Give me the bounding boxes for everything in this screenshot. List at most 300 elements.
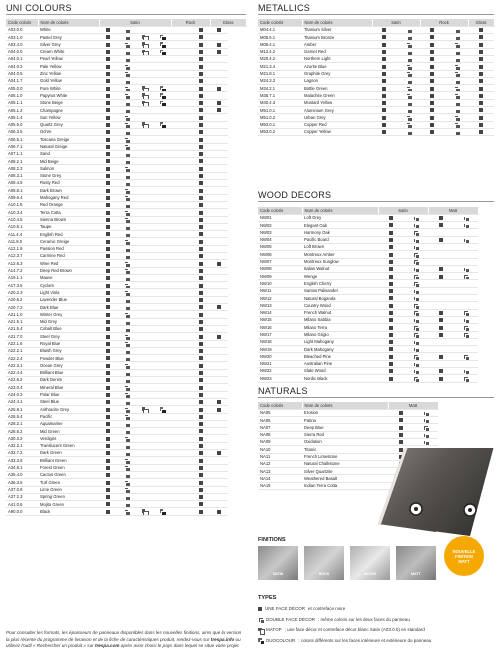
availability-cell bbox=[396, 92, 420, 99]
colour-name: Wine Red bbox=[38, 260, 99, 267]
colour-name: Red Orange bbox=[38, 201, 99, 208]
double-face-icon bbox=[406, 86, 411, 91]
availability-cell bbox=[192, 289, 210, 296]
colour-code: A12.3.7 bbox=[6, 253, 38, 260]
single-face-icon bbox=[389, 267, 393, 271]
availability-cell bbox=[153, 325, 171, 332]
single-face-icon bbox=[199, 247, 203, 251]
colour-name: Light Viola bbox=[38, 289, 99, 296]
table-row bbox=[258, 287, 478, 294]
availability-cell bbox=[171, 282, 192, 289]
availability-cell bbox=[153, 296, 171, 303]
single-face-icon bbox=[199, 43, 203, 47]
single-face-icon bbox=[479, 79, 483, 83]
double-face-icon bbox=[463, 274, 468, 279]
availability-cell bbox=[171, 180, 192, 187]
duocolour-icon bbox=[160, 509, 165, 514]
availability-cell bbox=[135, 209, 153, 216]
table-row bbox=[6, 493, 246, 500]
availability-cell bbox=[210, 362, 228, 369]
availability-cell bbox=[171, 486, 192, 493]
availability-cell bbox=[192, 420, 210, 427]
availability-cell bbox=[153, 479, 171, 486]
double-face-icon bbox=[124, 305, 129, 310]
single-face-icon bbox=[439, 326, 443, 330]
availability-cell bbox=[153, 165, 171, 172]
double-face-icon bbox=[454, 28, 459, 33]
table-row bbox=[6, 274, 246, 281]
availability-cell bbox=[117, 121, 135, 128]
availability-cell bbox=[153, 150, 171, 157]
colour-name: Aluminium Grey bbox=[302, 107, 372, 114]
header-name: Nom de coloris bbox=[302, 19, 372, 26]
table-row bbox=[6, 165, 246, 172]
colour-name: French Limestone bbox=[302, 453, 388, 460]
single-face-icon bbox=[199, 189, 203, 193]
availability-cell bbox=[153, 501, 171, 508]
availability-cell bbox=[210, 34, 228, 41]
double-face-icon bbox=[124, 451, 129, 456]
availability-cell bbox=[99, 121, 117, 128]
colour-name: Titanium Silver bbox=[302, 26, 372, 33]
availability-cell bbox=[372, 41, 396, 48]
availability-cell bbox=[153, 471, 171, 478]
availability-cell bbox=[153, 41, 171, 48]
availability-cell bbox=[117, 325, 135, 332]
availability-cell bbox=[192, 165, 210, 172]
table-row bbox=[6, 369, 246, 376]
single-face-icon bbox=[106, 502, 110, 506]
table-row bbox=[258, 70, 494, 77]
colour-code: NA13 bbox=[258, 468, 302, 475]
availability-cell bbox=[396, 34, 420, 41]
table-row bbox=[6, 143, 246, 150]
double-face-icon bbox=[124, 465, 129, 470]
colour-name: Lime Green bbox=[38, 486, 99, 493]
colour-code: NA14 bbox=[258, 475, 302, 482]
colour-name: Northern Light bbox=[302, 55, 372, 62]
single-face-icon bbox=[199, 284, 203, 288]
availability-cell bbox=[468, 107, 494, 114]
availability-cell bbox=[99, 128, 117, 135]
availability-cell bbox=[153, 107, 171, 114]
single-face-icon bbox=[389, 245, 393, 249]
double-face-icon bbox=[423, 440, 428, 445]
colour-name: Copper Red bbox=[302, 121, 372, 128]
colour-code: A04.1.7 bbox=[6, 77, 38, 84]
availability-cell bbox=[396, 41, 420, 48]
colour-name: Wenge bbox=[302, 273, 378, 280]
table-row bbox=[6, 41, 246, 48]
availability-cell bbox=[135, 479, 153, 486]
availability-cell bbox=[210, 325, 228, 332]
availability-cell bbox=[117, 471, 135, 478]
availability-cell bbox=[117, 238, 135, 245]
colour-name: Mauve bbox=[38, 274, 99, 281]
single-face-icon bbox=[106, 43, 110, 47]
table-row bbox=[258, 409, 438, 416]
availability-cell bbox=[171, 172, 192, 179]
availability-cell bbox=[192, 107, 210, 114]
single-face-icon bbox=[439, 318, 443, 322]
availability-cell bbox=[210, 428, 228, 435]
table-row bbox=[258, 92, 494, 99]
header-code: Code coloris bbox=[6, 19, 38, 26]
colour-code: A14.7.2 bbox=[6, 267, 38, 274]
double-face-icon bbox=[124, 444, 129, 449]
single-face-icon bbox=[106, 393, 110, 397]
colour-code: NW16 bbox=[258, 324, 302, 331]
colour-name: Taupe bbox=[38, 223, 99, 230]
availability-cell bbox=[117, 209, 135, 216]
single-face-icon bbox=[430, 79, 434, 83]
colour-code: NW14 bbox=[258, 309, 302, 316]
table-row bbox=[258, 273, 478, 280]
availability-cell bbox=[171, 55, 192, 62]
availability-cell bbox=[192, 428, 210, 435]
double-face-icon bbox=[124, 349, 129, 354]
colour-name: Ocean Grey bbox=[38, 362, 99, 369]
single-face-icon bbox=[106, 349, 110, 353]
colour-code: NW04 bbox=[258, 236, 302, 243]
availability-cell bbox=[403, 229, 428, 236]
table-row bbox=[6, 99, 246, 106]
availability-cell bbox=[135, 187, 153, 194]
availability-cell bbox=[171, 406, 192, 413]
colour-code: A05.1.1 bbox=[6, 99, 38, 106]
availability-cell bbox=[192, 340, 210, 347]
double-face-icon bbox=[454, 86, 459, 91]
double-face-icon bbox=[413, 289, 418, 294]
double-face-icon bbox=[124, 261, 129, 266]
single-face-icon bbox=[217, 510, 221, 514]
colour-code: NW07 bbox=[258, 258, 302, 265]
availability-cell bbox=[210, 158, 228, 165]
availability-cell bbox=[153, 289, 171, 296]
availability-cell bbox=[210, 150, 228, 157]
single-face-icon bbox=[430, 87, 434, 91]
single-face-icon bbox=[106, 429, 110, 433]
availability-cell bbox=[99, 260, 117, 267]
availability-cell bbox=[210, 107, 228, 114]
colour-code: M53.0.1 bbox=[258, 121, 302, 128]
availability-cell bbox=[171, 165, 192, 172]
single-face-icon bbox=[389, 260, 393, 264]
double-face-icon bbox=[406, 71, 411, 76]
availability-cell bbox=[171, 442, 192, 449]
single-face-icon bbox=[479, 57, 483, 61]
table-row bbox=[6, 55, 246, 62]
availability-cell bbox=[192, 245, 210, 252]
availability-cell bbox=[153, 180, 171, 187]
availability-cell bbox=[117, 48, 135, 55]
type-key: DOUBLE FACE DÉCOR bbox=[266, 616, 316, 622]
table-row bbox=[258, 26, 494, 33]
colour-code: A16.1.1 bbox=[6, 274, 38, 281]
double-face-icon bbox=[454, 64, 459, 69]
double-face-icon bbox=[423, 433, 428, 438]
double-face-icon bbox=[124, 152, 129, 157]
availability-cell bbox=[453, 375, 478, 382]
colour-name: Aquamarine bbox=[38, 420, 99, 427]
header-satin: Satin bbox=[99, 19, 171, 26]
availability-cell bbox=[378, 346, 403, 353]
availability-cell bbox=[444, 77, 468, 84]
availability-cell bbox=[135, 311, 153, 318]
trespa-info-link[interactable]: trespa.info bbox=[210, 636, 235, 642]
availability-cell bbox=[153, 70, 171, 77]
single-face-icon bbox=[106, 50, 110, 54]
single-face-icon bbox=[439, 223, 443, 227]
single-face-icon bbox=[389, 238, 393, 242]
colour-name: Nordic Black bbox=[302, 375, 378, 382]
single-face-icon bbox=[106, 28, 110, 32]
availability-cell bbox=[192, 231, 210, 238]
availability-cell bbox=[117, 187, 135, 194]
availability-cell bbox=[153, 209, 171, 216]
double-face-icon bbox=[124, 363, 129, 368]
single-face-icon bbox=[106, 291, 110, 295]
colour-name: Ceramic Greige bbox=[38, 238, 99, 245]
colour-code: A08.2.3 bbox=[6, 165, 38, 172]
double-face-icon bbox=[413, 310, 418, 315]
availability-cell bbox=[378, 338, 403, 345]
type-text: : coloris différents sur les faces intérieure et extérieure du panneau bbox=[298, 637, 432, 643]
availability-cell bbox=[403, 375, 428, 382]
availability-cell bbox=[99, 70, 117, 77]
double-face-icon bbox=[413, 259, 418, 264]
table-row bbox=[6, 26, 246, 33]
availability-cell bbox=[403, 258, 428, 265]
colour-name: Graphite Grey bbox=[302, 70, 372, 77]
single-face-icon bbox=[106, 254, 110, 258]
availability-cell bbox=[210, 304, 228, 311]
single-face-icon bbox=[106, 189, 110, 193]
availability-cell bbox=[117, 413, 135, 420]
colour-name: Mahogany Red bbox=[38, 194, 99, 201]
colour-name: English Cherry bbox=[302, 280, 378, 287]
availability-cell bbox=[153, 347, 171, 354]
single-face-icon bbox=[106, 225, 110, 229]
availability-cell bbox=[117, 34, 135, 41]
availability-cell bbox=[153, 48, 171, 55]
trespa-com-link[interactable]: trespa.com bbox=[94, 643, 120, 648]
availability-cell bbox=[135, 493, 153, 500]
single-face-icon bbox=[479, 101, 483, 105]
availability-cell bbox=[135, 63, 153, 70]
colour-name: Natural Boganda bbox=[302, 295, 378, 302]
availability-cell bbox=[99, 296, 117, 303]
table-row bbox=[258, 34, 494, 41]
double-face-icon bbox=[406, 50, 411, 55]
single-face-icon bbox=[217, 305, 221, 309]
availability-cell bbox=[428, 229, 453, 236]
availability-cell bbox=[153, 194, 171, 201]
availability-cell bbox=[99, 355, 117, 362]
double-face-icon bbox=[463, 223, 468, 228]
table-row bbox=[258, 114, 494, 121]
availability-cell bbox=[153, 128, 171, 135]
availability-cell bbox=[171, 260, 192, 267]
availability-cell bbox=[99, 158, 117, 165]
availability-cell bbox=[153, 493, 171, 500]
availability-cell bbox=[153, 26, 171, 33]
availability-cell bbox=[428, 295, 453, 302]
header-code: Code coloris bbox=[258, 207, 302, 214]
availability-cell bbox=[453, 229, 478, 236]
availability-cell bbox=[403, 324, 428, 331]
availability-cell bbox=[117, 377, 135, 384]
single-face-icon bbox=[439, 355, 443, 359]
table-row bbox=[258, 128, 494, 135]
single-face-icon bbox=[382, 79, 386, 83]
colour-name: Toscana Greige bbox=[38, 136, 99, 143]
availability-cell bbox=[396, 121, 420, 128]
availability-cell bbox=[453, 302, 478, 309]
duocolour-icon bbox=[160, 35, 165, 40]
availability-cell bbox=[396, 70, 420, 77]
availability-cell bbox=[117, 172, 135, 179]
availability-cell bbox=[117, 231, 135, 238]
availability-cell bbox=[210, 391, 228, 398]
availability-cell bbox=[117, 260, 135, 267]
availability-cell bbox=[210, 55, 228, 62]
colour-name: Black bbox=[38, 508, 99, 515]
colour-code: NA15 bbox=[258, 482, 302, 489]
availability-cell bbox=[153, 274, 171, 281]
colour-code: A08.3.1 bbox=[6, 172, 38, 179]
availability-cell bbox=[135, 296, 153, 303]
availability-cell bbox=[210, 471, 228, 478]
availability-cell bbox=[153, 362, 171, 369]
single-face-icon bbox=[430, 50, 434, 54]
colour-name: Spring Green bbox=[38, 493, 99, 500]
duocolour-icon bbox=[160, 50, 165, 55]
availability-cell bbox=[171, 296, 192, 303]
single-face-icon bbox=[106, 167, 110, 171]
availability-cell bbox=[192, 274, 210, 281]
availability-cell bbox=[428, 302, 453, 309]
matop-icon bbox=[142, 407, 147, 412]
availability-cell bbox=[388, 438, 413, 445]
double-face-icon bbox=[454, 108, 459, 113]
single-face-icon bbox=[389, 304, 393, 308]
table-row bbox=[6, 150, 246, 157]
colour-name: Dark Brown bbox=[38, 187, 99, 194]
colour-name: Amber bbox=[302, 41, 372, 48]
colour-code: A34.8.1 bbox=[6, 464, 38, 471]
double-face-icon bbox=[454, 101, 459, 106]
availability-cell bbox=[171, 99, 192, 106]
double-face-icon bbox=[423, 425, 428, 430]
table-row bbox=[258, 324, 478, 331]
availability-cell bbox=[171, 41, 192, 48]
header-matt: Matt bbox=[388, 402, 438, 409]
single-face-icon bbox=[382, 116, 386, 120]
single-face-icon bbox=[399, 426, 403, 430]
single-face-icon bbox=[389, 355, 393, 359]
single-face-icon bbox=[199, 444, 203, 448]
availability-cell bbox=[453, 360, 478, 367]
availability-cell bbox=[372, 48, 396, 55]
availability-cell bbox=[192, 486, 210, 493]
table-row bbox=[6, 340, 246, 347]
colour-code: A10.5.1 bbox=[6, 223, 38, 230]
availability-cell bbox=[153, 377, 171, 384]
availability-cell bbox=[378, 287, 403, 294]
availability-cell bbox=[403, 251, 428, 258]
colour-code: NA08 bbox=[258, 431, 302, 438]
single-face-icon bbox=[199, 437, 203, 441]
table-row bbox=[6, 471, 246, 478]
availability-cell bbox=[99, 274, 117, 281]
colour-name: Patina bbox=[302, 417, 388, 424]
availability-cell bbox=[210, 187, 228, 194]
availability-cell bbox=[453, 273, 478, 280]
double-face-icon bbox=[124, 429, 129, 434]
availability-cell bbox=[135, 428, 153, 435]
colour-name: Steel Grey bbox=[38, 333, 99, 340]
single-face-icon bbox=[199, 138, 203, 142]
availability-cell bbox=[117, 223, 135, 230]
availability-cell bbox=[135, 201, 153, 208]
availability-cell bbox=[428, 338, 453, 345]
availability-cell bbox=[210, 406, 228, 413]
colour-code: NW02 bbox=[258, 222, 302, 229]
table-row bbox=[6, 296, 246, 303]
colour-code: M20.4.2 bbox=[258, 55, 302, 62]
table-row bbox=[258, 375, 478, 382]
availability-cell bbox=[210, 384, 228, 391]
double-face-icon bbox=[406, 35, 411, 40]
availability-cell bbox=[171, 85, 192, 92]
availability-cell bbox=[210, 479, 228, 486]
single-face-icon bbox=[430, 28, 434, 32]
availability-cell bbox=[153, 260, 171, 267]
double-face-icon bbox=[124, 290, 129, 295]
availability-cell bbox=[396, 77, 420, 84]
availability-cell bbox=[135, 216, 153, 223]
table-row bbox=[258, 338, 478, 345]
colour-name: Cream White bbox=[38, 48, 99, 55]
swatch-gloss-label: GLOSS bbox=[363, 572, 377, 576]
availability-cell bbox=[210, 340, 228, 347]
availability-cell bbox=[378, 222, 403, 229]
colour-name: Bluish Grey bbox=[38, 347, 99, 354]
double-face-icon bbox=[454, 42, 459, 47]
single-face-icon bbox=[199, 50, 203, 54]
colour-name: Brilliant Blue bbox=[38, 369, 99, 376]
table-row bbox=[6, 289, 246, 296]
single-face-icon bbox=[106, 232, 110, 236]
availability-cell bbox=[135, 70, 153, 77]
availability-cell bbox=[378, 324, 403, 331]
single-face-icon bbox=[217, 28, 221, 32]
single-face-icon bbox=[199, 35, 203, 39]
colour-code: A21.5.1 bbox=[6, 318, 38, 325]
table-row bbox=[6, 282, 246, 289]
single-face-icon bbox=[382, 87, 386, 91]
availability-cell bbox=[468, 77, 494, 84]
double-face-icon bbox=[124, 115, 129, 120]
availability-cell bbox=[99, 187, 117, 194]
table-row bbox=[6, 464, 246, 471]
table-row bbox=[6, 428, 246, 435]
metallics-title: METALLICS bbox=[258, 3, 494, 15]
availability-cell bbox=[396, 114, 420, 121]
availability-cell bbox=[396, 63, 420, 70]
availability-cell bbox=[378, 214, 403, 221]
